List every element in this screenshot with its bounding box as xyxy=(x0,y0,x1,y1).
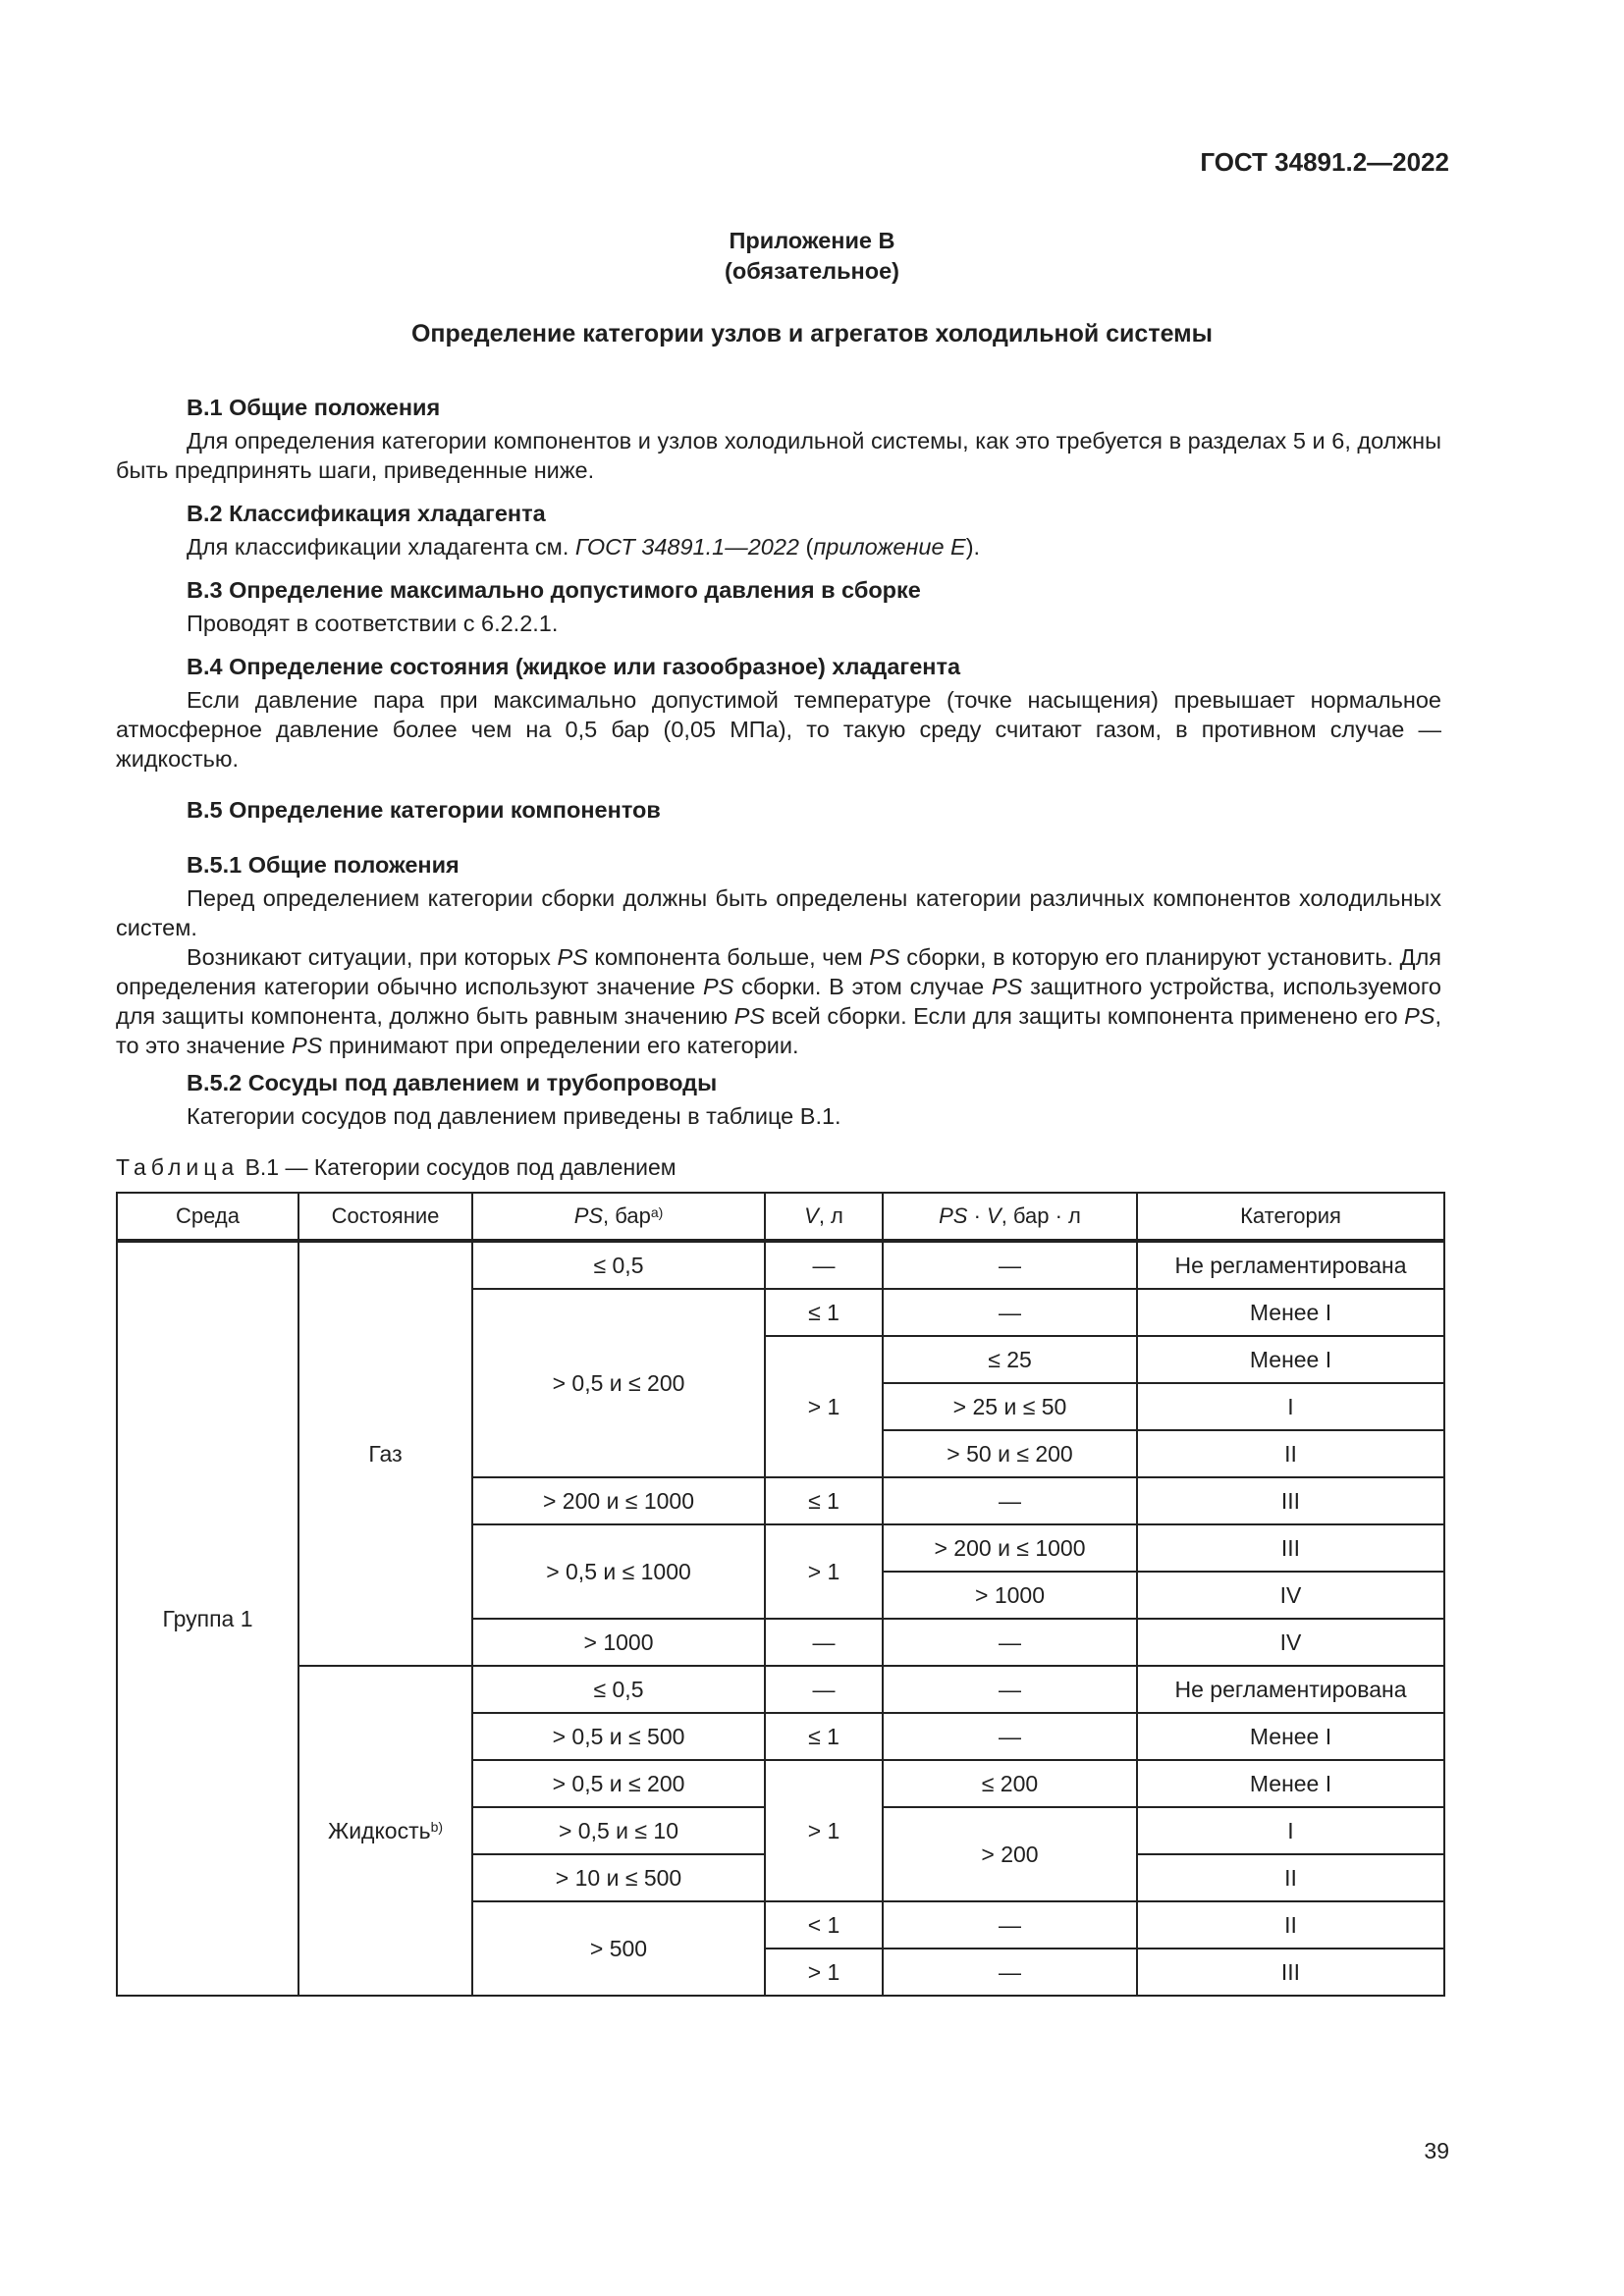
text-run: Возникают ситуации, при которых xyxy=(187,944,558,970)
cell-group: Группа 1 xyxy=(117,1241,298,1996)
table-cell: — xyxy=(765,1666,883,1713)
section-heading-b5: В.5 Определение категории компонентов xyxy=(187,797,661,823)
v-symbol: V xyxy=(804,1203,819,1228)
table-cell: > 1000 xyxy=(472,1619,765,1666)
table-cell: ≤ 25 xyxy=(883,1336,1137,1383)
header-ps xyxy=(472,1193,765,1241)
standard-id: ГОСТ 34891.2—2022 xyxy=(1200,147,1449,177)
table-cell: Менее I xyxy=(1137,1336,1444,1383)
section-text-b51-p2 xyxy=(116,942,1441,1060)
text-run: ( xyxy=(798,534,814,560)
table-cell: Не регламентирована xyxy=(1137,1666,1444,1713)
v-symbol: V xyxy=(987,1203,1001,1228)
header-volume xyxy=(765,1193,883,1241)
ps-symbol: PS xyxy=(869,944,900,970)
section-text-b2 xyxy=(116,532,1441,561)
table-cell: Менее I xyxy=(1137,1713,1444,1760)
section-heading-b3: В.3 Определение максимально допустимого давления в сборке xyxy=(187,577,921,603)
table-cell: III xyxy=(1137,1524,1444,1572)
table-cell: > 200 xyxy=(883,1807,1137,1901)
document-body xyxy=(116,393,1441,1997)
table-cell: — xyxy=(883,1241,1137,1289)
table-cell: ≤ 1 xyxy=(765,1477,883,1524)
table-cell: Не регламентирована xyxy=(1137,1241,1444,1289)
table-cell: > 1 xyxy=(765,1336,883,1477)
ps-symbol: PS xyxy=(292,1033,323,1058)
table-cell: > 1 xyxy=(765,1760,883,1901)
cell-state-gas: Газ xyxy=(298,1241,472,1666)
v-unit: , л xyxy=(818,1203,843,1228)
table-cell: > 500 xyxy=(472,1901,765,1996)
ps-symbol: PS xyxy=(703,974,734,999)
table-cell: I xyxy=(1137,1383,1444,1430)
table-cell: > 25 и ≤ 50 xyxy=(883,1383,1137,1430)
annex-title: Определение категории узлов и агрегатов холодильной системы xyxy=(410,320,1213,347)
pressure-vessel-categories-table xyxy=(116,1192,1445,1997)
dot-operator: · xyxy=(967,1203,988,1228)
section-heading-b4: В.4 Определение состояния (жидкое или газообразное) хладагента xyxy=(187,654,961,679)
ps-symbol: PS xyxy=(1404,1003,1435,1029)
table-cell: — xyxy=(765,1619,883,1666)
caption-word: Таблица xyxy=(116,1154,240,1180)
table-cell: < 1 xyxy=(765,1901,883,1949)
table-cell: > 200 и ≤ 1000 xyxy=(883,1524,1137,1572)
table-cell: III xyxy=(1137,1477,1444,1524)
table-cell: — xyxy=(883,1901,1137,1949)
text-run: всей сборки. Если для защиты компонента применено его xyxy=(765,1003,1405,1029)
ps-symbol: PS xyxy=(573,1203,604,1228)
caption-text: В.1 — Категории сосудов под давлением xyxy=(239,1154,677,1180)
table-cell: ≤ 0,5 xyxy=(472,1241,765,1289)
table-caption xyxy=(116,1152,1441,1182)
table-cell: ≤ 1 xyxy=(765,1713,883,1760)
table-cell: > 1 xyxy=(765,1524,883,1619)
table-cell: > 0,5 и ≤ 200 xyxy=(472,1289,765,1477)
table-cell: — xyxy=(883,1666,1137,1713)
annex-status: (обязательное) xyxy=(725,258,899,284)
liquid-label: Жидкость xyxy=(327,1818,431,1843)
table-cell: > 0,5 и ≤ 1000 xyxy=(472,1524,765,1619)
section-heading-b52: В.5.2 Сосуды под давлением и трубопроводы xyxy=(187,1070,718,1095)
page-number: 39 xyxy=(1424,2138,1449,2163)
table-cell: II xyxy=(1137,1430,1444,1477)
text-run: сборки, в которую его планируют установить. Для определения категории обычно используют значение xyxy=(116,944,1442,999)
section-text-b3: Проводят в соответствии с 6.2.2.1. xyxy=(187,611,559,636)
table-cell: ≤ 0,5 xyxy=(472,1666,765,1713)
text-run: сборки. В этом случае xyxy=(733,974,992,999)
table-cell: Менее I xyxy=(1137,1760,1444,1807)
table-row xyxy=(117,1241,1444,1289)
section-heading-b1: В.1 Общие положения xyxy=(187,395,441,420)
table-cell: III xyxy=(1137,1949,1444,1996)
cell-state-liquid xyxy=(298,1666,472,1996)
text-run: компонента больше, чем xyxy=(587,944,870,970)
header-category: Категория xyxy=(1137,1193,1444,1241)
table-cell: > 200 и ≤ 1000 xyxy=(472,1477,765,1524)
table-cell: > 0,5 и ≤ 500 xyxy=(472,1713,765,1760)
standard-reference: ГОСТ 34891.1—2022 xyxy=(574,534,799,560)
table-cell: I xyxy=(1137,1807,1444,1854)
table-cell: > 50 и ≤ 200 xyxy=(883,1430,1137,1477)
text-run: принимают при определении его категории. xyxy=(322,1033,799,1058)
ps-symbol: PS xyxy=(991,974,1023,999)
table-cell: — xyxy=(883,1289,1137,1336)
text-run: , то это значение xyxy=(116,1003,1441,1058)
ps-symbol: PS xyxy=(939,1203,968,1228)
table-cell: > 1000 xyxy=(883,1572,1137,1619)
header-state: Состояние xyxy=(298,1193,472,1241)
section-text-b4: Если давление пара при максимально допустимой температуре (точке насыщения) превышает нормальное атмосферное давление более чем на 0,5 бар (0,05 МПа), то такую среду считают газом, в противном случае — жидкостью. xyxy=(116,687,1441,772)
text-run: защитного устройства, используемого для защиты компонента, должно быть равным значению xyxy=(116,974,1441,1029)
ps-unit: , бар xyxy=(603,1203,651,1228)
text-run: ). xyxy=(965,534,981,560)
table-cell: ≤ 200 xyxy=(883,1760,1137,1807)
footnote-marker: b) xyxy=(430,1819,444,1835)
annex-label: Приложение В xyxy=(729,228,895,253)
table-row xyxy=(117,1666,1444,1713)
table-cell: ≤ 1 xyxy=(765,1289,883,1336)
header-medium: Среда xyxy=(117,1193,298,1241)
table-cell: — xyxy=(883,1477,1137,1524)
section-text-b51-p1: Перед определением категории сборки должны быть определены категории различных компонентов холодильных систем. xyxy=(116,885,1441,940)
annex-heading xyxy=(0,226,1624,287)
section-heading-b2: В.2 Классификация хладагента xyxy=(187,501,546,526)
table-cell: IV xyxy=(1137,1619,1444,1666)
table-cell: — xyxy=(765,1241,883,1289)
section-text-b52: Категории сосудов под давлением приведены в таблице В.1. xyxy=(187,1103,841,1129)
text-run: Для классификации хладагента см. xyxy=(187,534,575,560)
header-ps-v xyxy=(883,1193,1137,1241)
table-cell: II xyxy=(1137,1901,1444,1949)
table-cell: — xyxy=(883,1713,1137,1760)
ps-symbol: PS xyxy=(557,944,588,970)
table-cell: II xyxy=(1137,1854,1444,1901)
table-cell: — xyxy=(883,1949,1137,1996)
footnote-marker: a) xyxy=(650,1204,664,1220)
table-cell: > 10 и ≤ 500 xyxy=(472,1854,765,1901)
table-cell: > 1 xyxy=(765,1949,883,1996)
annex-reference: приложение Е xyxy=(813,534,966,560)
table-cell: IV xyxy=(1137,1572,1444,1619)
table-cell: — xyxy=(883,1619,1137,1666)
section-heading-b51: В.5.1 Общие положения xyxy=(187,852,460,878)
ps-symbol: PS xyxy=(733,1003,766,1029)
psv-unit: , бар · л xyxy=(1001,1203,1081,1228)
table-cell: > 0,5 и ≤ 10 xyxy=(472,1807,765,1854)
table-header-row xyxy=(117,1193,1444,1241)
section-text-b1: Для определения категории компонентов и узлов холодильной системы, как это требуется в разделах 5 и 6, должны быть предпринять шаги, приведенные ниже. xyxy=(116,428,1441,483)
table-cell: > 0,5 и ≤ 200 xyxy=(472,1760,765,1807)
table-cell: Менее I xyxy=(1137,1289,1444,1336)
